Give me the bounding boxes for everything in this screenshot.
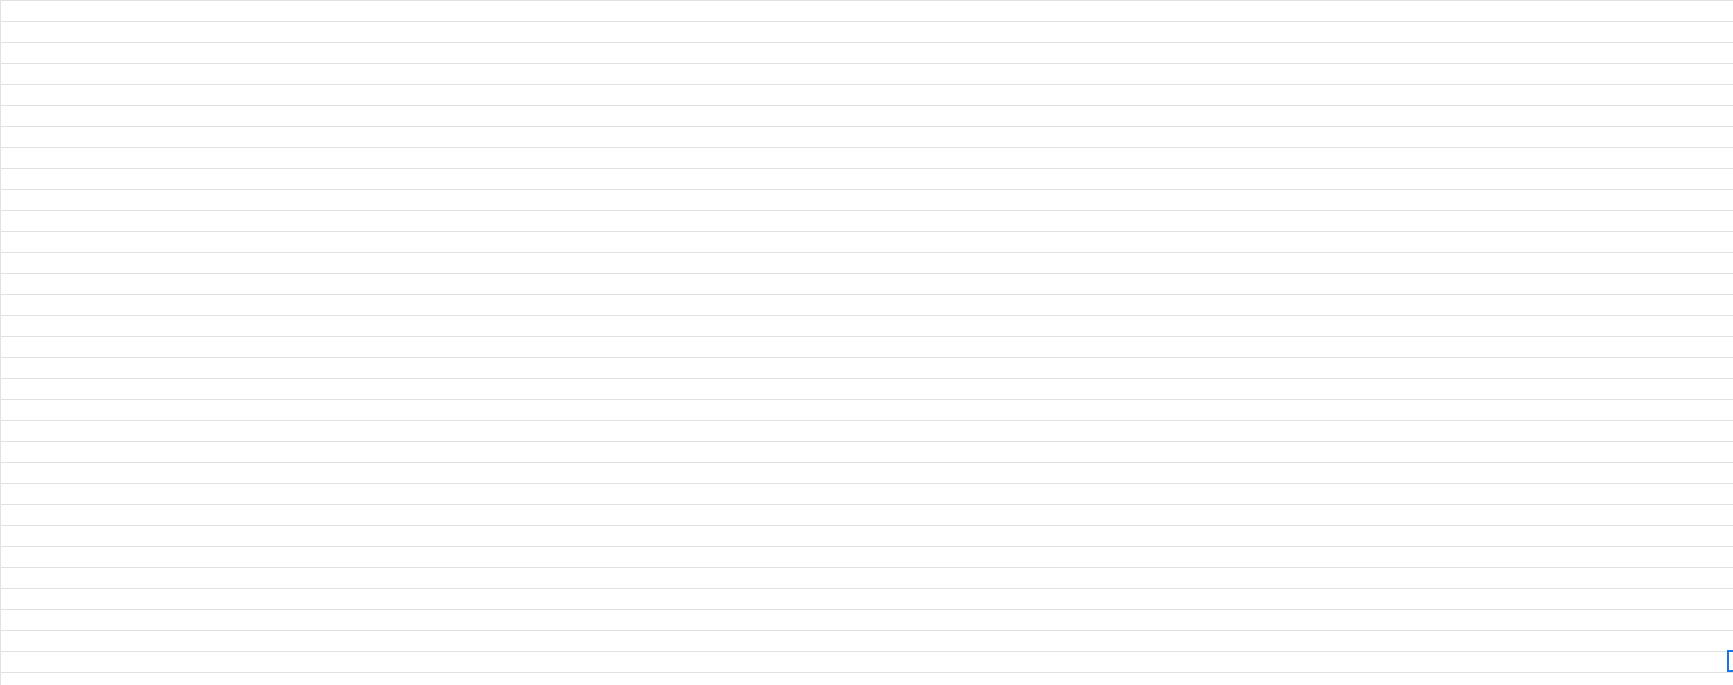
selected-cell[interactable] xyxy=(1727,650,1733,672)
